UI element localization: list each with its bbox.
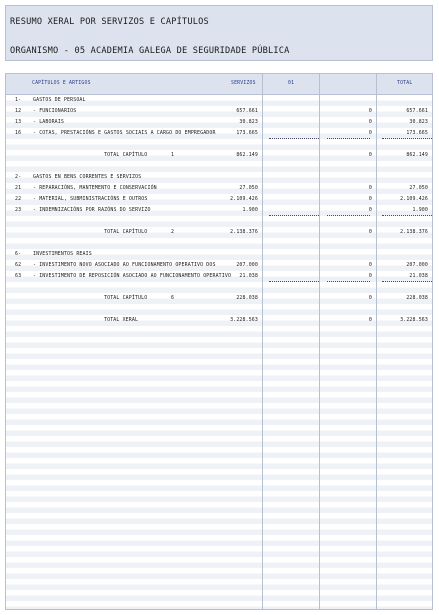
total-value: 173.665 bbox=[406, 130, 428, 136]
chapter-title: INVESTIMENTOS REAIS bbox=[33, 251, 92, 257]
chapter-total-label: TOTAL CAPÍTULO bbox=[104, 229, 148, 235]
subtotal-rule bbox=[269, 138, 319, 139]
subtotal-rule bbox=[269, 215, 319, 216]
total-value: 21.038 bbox=[409, 273, 428, 279]
chapter-title: GASTOS DE PERSOAL bbox=[33, 97, 86, 103]
article-code: 12 bbox=[15, 108, 22, 114]
article-code: 22 bbox=[15, 196, 22, 202]
column-header-chapters: CAPÍTULOS E ARTIGOS bbox=[32, 81, 91, 86]
chapter-code: 6- bbox=[15, 251, 22, 257]
table-row bbox=[6, 194, 432, 205]
total-value: 1.900 bbox=[412, 207, 428, 213]
chapter-code: 1- bbox=[15, 97, 22, 103]
article-label: - INVESTIMENTO NOVO ASOCIADO AO FUNCIONAMENTO OPERATIVO DOS bbox=[33, 262, 216, 268]
services-01-value: 21.038 bbox=[239, 273, 258, 279]
grand-total-total: 3.228.563 bbox=[400, 317, 428, 323]
article-code: 13 bbox=[15, 119, 22, 125]
chapter-total-s01: 2.138.376 bbox=[230, 229, 258, 235]
total-value: 2.109.426 bbox=[400, 196, 428, 202]
article-label: - FUNCIONARIOS bbox=[33, 108, 77, 114]
services-2-value: 0 bbox=[368, 262, 372, 268]
article-code: 21 bbox=[15, 185, 22, 191]
article-code: 62 bbox=[15, 262, 22, 268]
report-title: RESUMO XERAL POR SERVIZOS E CAPÍTULOS bbox=[10, 17, 209, 27]
article-label: - LABORAIS bbox=[33, 119, 64, 125]
services-2-value: 0 bbox=[368, 196, 372, 202]
subtotal-rule bbox=[382, 281, 432, 282]
services-01-value: 1.900 bbox=[242, 207, 258, 213]
subtotal-rule bbox=[382, 138, 432, 139]
total-value: 30.823 bbox=[409, 119, 428, 125]
chapter-total-row bbox=[6, 227, 432, 238]
article-code: 16 bbox=[15, 130, 22, 136]
services-01-value: 207.000 bbox=[236, 262, 258, 268]
chapter-heading-row bbox=[6, 172, 432, 183]
chapter-total-total: 2.138.376 bbox=[400, 229, 428, 235]
chapter-total-s01: 228.038 bbox=[236, 295, 258, 301]
chapter-total-s2: 0 bbox=[368, 152, 372, 158]
services-01-value: 173.665 bbox=[236, 130, 258, 136]
chapter-total-row bbox=[6, 293, 432, 304]
article-label: - COTAS, PRESTACIÓNS E GASTOS SOCIAIS A CARGO DO EMPREGADOR bbox=[33, 130, 216, 136]
total-value: 657.661 bbox=[406, 108, 428, 114]
table-row bbox=[6, 183, 432, 194]
services-2-value: 0 bbox=[368, 273, 372, 279]
article-label: - REPARACIÓNS, MANTEMENTO E CONSERVACIÓN bbox=[33, 185, 157, 191]
summary-table bbox=[5, 73, 433, 610]
chapter-total-total: 862.149 bbox=[406, 152, 428, 158]
column-header-services: SERVIZOS bbox=[231, 81, 256, 86]
article-code: 23 bbox=[15, 207, 22, 213]
grand-total-row bbox=[6, 315, 432, 326]
grand-total-label: TOTAL XERAL bbox=[104, 317, 139, 323]
chapter-heading-row bbox=[6, 95, 432, 106]
table-row bbox=[6, 106, 432, 117]
chapter-title: GASTOS EN BENS CORRENTES E SERVIZOS bbox=[33, 174, 142, 180]
services-01-value: 30.823 bbox=[239, 119, 258, 125]
chapter-total-number: 1 bbox=[171, 152, 175, 158]
organism-title: ORGANISMO - 05 ACADEMIA GALEGA DE SEGURIDADE PÚBLICA bbox=[10, 46, 290, 56]
chapter-total-number: 6 bbox=[171, 295, 175, 301]
grand-total-s2: 0 bbox=[368, 317, 372, 323]
services-2-value: 0 bbox=[368, 108, 372, 114]
chapter-heading-row bbox=[6, 249, 432, 260]
chapter-code: 2- bbox=[15, 174, 22, 180]
column-header-01: 01 bbox=[288, 81, 295, 86]
chapter-total-number: 2 bbox=[171, 229, 175, 235]
chapter-total-s2: 0 bbox=[368, 295, 372, 301]
services-2-value: 0 bbox=[368, 185, 372, 191]
table-row bbox=[6, 117, 432, 128]
article-code: 63 bbox=[15, 273, 22, 279]
chapter-total-total: 228.038 bbox=[406, 295, 428, 301]
table-body bbox=[6, 74, 432, 609]
article-label: - INVESTIMENTO DE REPOSICIÓN ASOCIADO AO FUNCIONAMENTO OPERATIVO bbox=[33, 273, 232, 279]
chapter-total-s01: 862.149 bbox=[236, 152, 258, 158]
table-row bbox=[6, 260, 432, 271]
services-01-value: 27.050 bbox=[239, 185, 258, 191]
chapter-total-s2: 0 bbox=[368, 229, 372, 235]
subtotal-rule bbox=[269, 281, 319, 282]
subtotal-rule bbox=[327, 138, 370, 139]
services-2-value: 0 bbox=[368, 119, 372, 125]
total-value: 207.000 bbox=[406, 262, 428, 268]
subtotal-rule bbox=[327, 215, 370, 216]
chapter-total-label: TOTAL CAPÍTULO bbox=[104, 152, 148, 158]
subtotal-rule bbox=[327, 281, 370, 282]
report-header bbox=[5, 5, 433, 61]
total-value: 27.050 bbox=[409, 185, 428, 191]
chapter-total-label: TOTAL CAPÍTULO bbox=[104, 295, 148, 301]
article-label: - INDEMNIZACIÓNS POR RAZÓNS DO SERVIZO bbox=[33, 207, 151, 213]
services-01-value: 657.661 bbox=[236, 108, 258, 114]
services-01-value: 2.109.426 bbox=[230, 196, 258, 202]
column-header-total: TOTAL bbox=[397, 81, 413, 86]
services-2-value: 0 bbox=[368, 130, 372, 136]
article-label: - MATERIAL, SUBMINISTRACIÓNS E OUTROS bbox=[33, 196, 148, 202]
grand-total-s01: 3.228.563 bbox=[230, 317, 258, 323]
subtotal-rule bbox=[382, 215, 432, 216]
chapter-total-row bbox=[6, 150, 432, 161]
services-2-value: 0 bbox=[368, 207, 372, 213]
